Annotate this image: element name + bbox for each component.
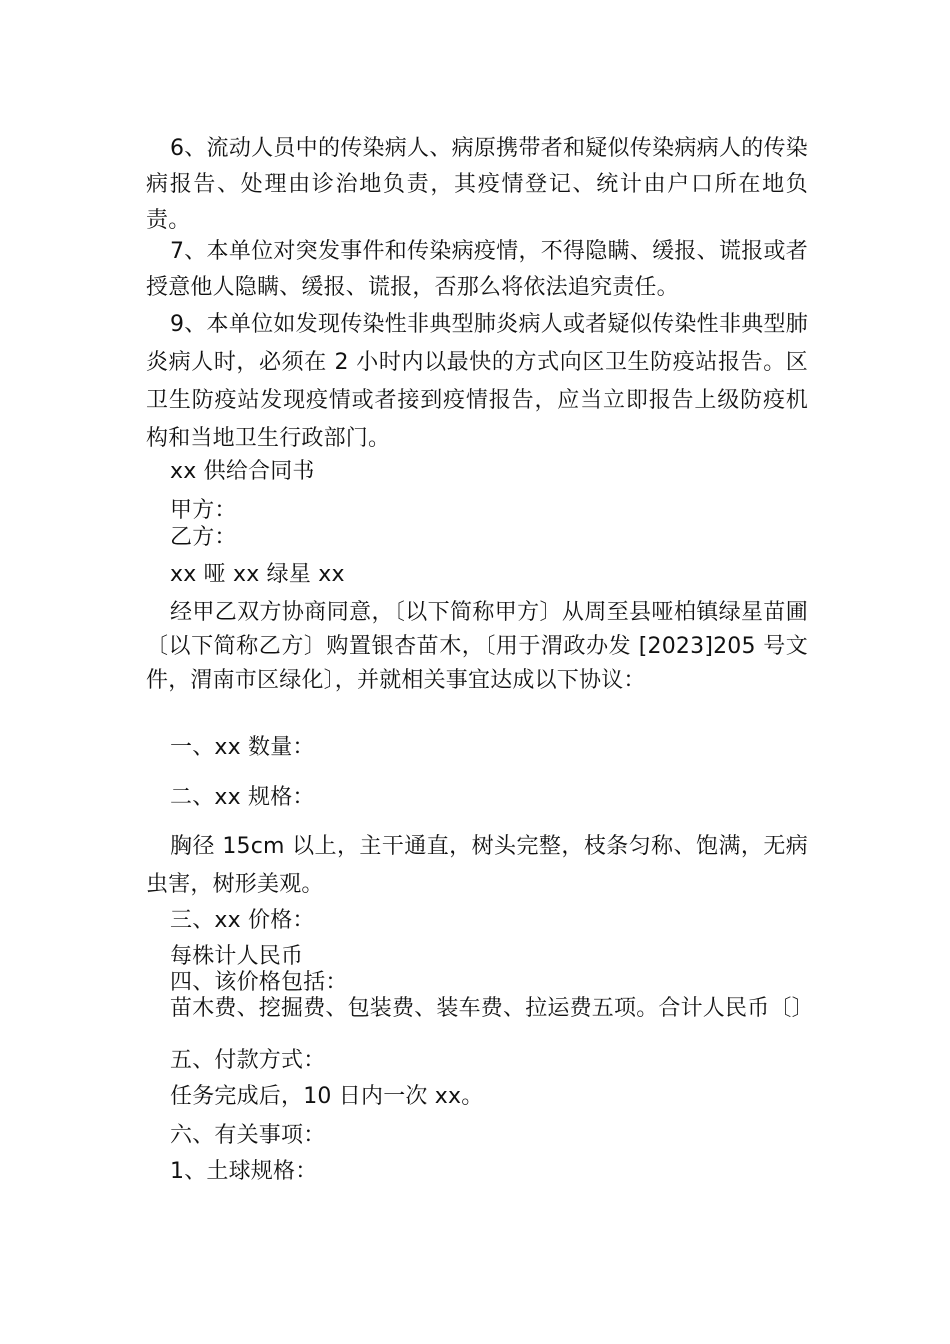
section-payment: 五、付款方式： [170,1048,326,1073]
price-includes-detail: 苗木费、挖掘费、包装费、装车费、拉运费五项。合计人民币〔〕 [170,996,814,1021]
spec-description: 胸径 15cm 以上，主干通直，树头完整，枝条匀称、饱满，无病虫害，树形美观。 [146,834,808,897]
section-price: 三、xx 价格： [170,908,315,933]
price-per-plant: 每株计人民币 [170,944,304,969]
paragraph-item-6: 6、流动人员中的传染病人、病原携带者和疑似传染病病人的传染病报告、处理由诊治地负责，其疫情登记、统计由户口所在地负责。 [146,136,808,233]
section-price-includes: 四、该价格包括： [170,970,348,995]
party-a-line: 甲方： [170,498,237,523]
soil-ball-spec: 1、土球规格： [170,1159,318,1184]
section-related-matters: 六、有关事项： [170,1123,326,1148]
agreement-intro: 经甲乙双方协商同意，〔以下简称甲方〕从周至县哑柏镇绿星苗圃〔以下简称乙方〕购置银杏苗木，〔用于渭政办发 [2023]205 号文件，渭南市区绿化〕，并就相关事宜达成以下协议： [146,600,808,693]
paragraph-item-7: 7、本单位对突发事件和传染病疫情，不得隐瞒、缓报、谎报或者授意他人隐瞒、缓报、谎报，否那么将依法追究责任。 [146,239,808,300]
party-b-line: 乙方： [170,525,237,550]
nursery-name: xx 哑 xx 绿星 xx [170,562,345,587]
payment-terms: 任务完成后，10 日内一次 xx。 [170,1084,484,1109]
paragraph-item-9: 9、本单位如发现传染性非典型肺炎病人或者疑似传染性非典型肺炎病人时，必须在 2 小时内以最快的方式向区卫生防疫站报告。区卫生防疫站发现疫情或者接到疫情报告，应当立即报告上级防疫机构和当地卫生行政部门。 [146,312,808,451]
section-quantity: 一、xx 数量： [170,735,315,760]
section-spec: 二、xx 规格： [170,785,315,810]
contract-title: xx 供给合同书 [170,459,315,484]
